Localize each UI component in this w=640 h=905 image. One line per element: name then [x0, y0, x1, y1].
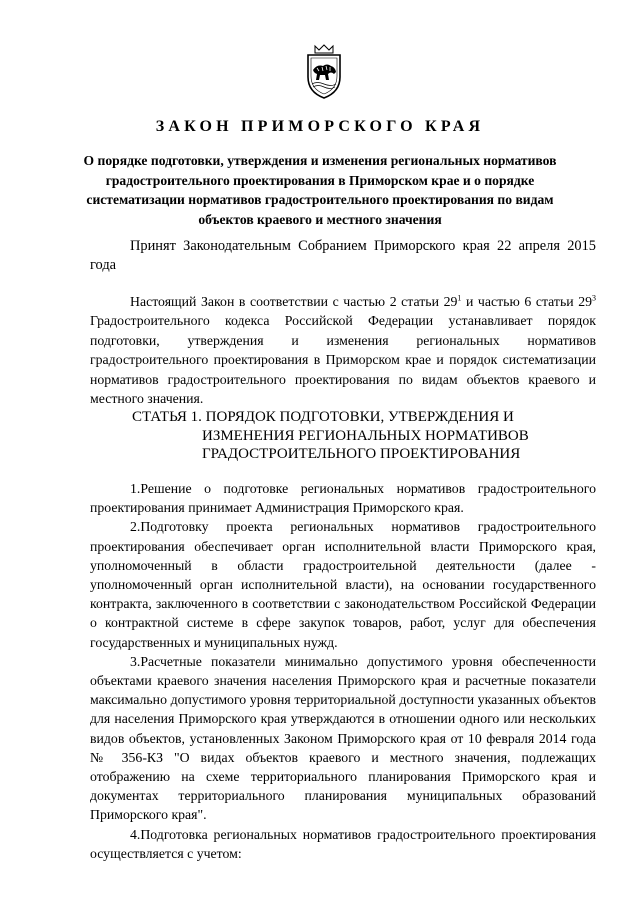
article-paragraph-3: 3.Расчетные показатели минимально допустимого уровня обеспеченности объектами краевого значения населения Приморского края и расчетные показатели максимально допустимого уровня территориальной доступности указанных объектов для населения Приморского края утверждаются в отношении одного или нескольких видов объектов, установленных Законом Приморского края от 10 февраля 2014 года № 356-КЗ "О видах объектов краевого и местного значения, подлежащих отображению на схеме территориального планирования Приморского края и документах территориального планирования муниципальных образований Приморского края". — [90, 653, 596, 823]
law-subtitle: О порядке подготовки, утверждения и изменения региональных нормативов градостроительного проектирования в Приморском крае и о порядке систематизации нормативов градостроительного проектирования по видам объектов краевого и местного значения — [83, 153, 557, 227]
article-heading-line-3: ГРАДОСТРОИТЕЛЬНОГО ПРОЕКТИРОВАНИЯ — [202, 446, 521, 462]
intro-text-1: Настоящий Закон в соответствии с частью 2 статьи 29 — [130, 294, 458, 309]
article-heading-line-2: ИЗМЕНЕНИЯ РЕГИОНАЛЬНЫХ НОРМАТИВОВ — [202, 427, 529, 444]
article-paragraph-2: 2.Подготовку проекта региональных нормативов градостроительного проектирования обеспечивает орган исполнительной власти Приморского края, уполномоченный в области градостроительной деятельности (далее - уполномоченный орган исполнительной власти), на основании государственного контракта, заключенного в соответствии с законодательством Российской Федерации о контрактной системе в сфере закупок товаров, работ, услуг для обеспечения государственных и муниципальных нужд. — [90, 519, 596, 650]
intro-paragraph — [90, 292, 596, 408]
article-paragraph-1: 1.Решение о подготовке региональных нормативов градостроительного проектирования принимает Администрация Приморского края. — [90, 481, 596, 516]
intro-sup-2: 3 — [592, 293, 597, 303]
adoption-note: Принят Законодательным Собранием Приморского края 22 апреля 2015 года — [90, 238, 596, 273]
article-1-body — [90, 479, 596, 863]
article-1-heading — [132, 408, 529, 464]
article-paragraph-4: 4.Подготовка региональных нормативов градостроительного проектирования осуществляется с учетом: — [90, 826, 596, 861]
article-heading-line-1: СТАТЬЯ 1. ПОРЯДОК ПОДГОТОВКИ, УТВЕРЖДЕНИЯ И — [132, 409, 514, 425]
primorsky-coat-of-arms-icon — [305, 44, 343, 100]
law-title: ЗАКОН ПРИМОРСКОГО КРАЯ — [155, 118, 485, 135]
intro-text-3: Градостроительного кодекса Российской Федерации устанавливает порядок подготовки, утверждения и изменения региональных нормативов градостроительного проектирования в Приморском крае и порядок систематизации нормативов градостроительного проектирования по видам объектов краевого и местного значения. — [90, 313, 596, 407]
intro-text-2: и частью 6 статьи 29 — [461, 294, 593, 309]
intro-sup-1: 1 — [457, 293, 462, 303]
